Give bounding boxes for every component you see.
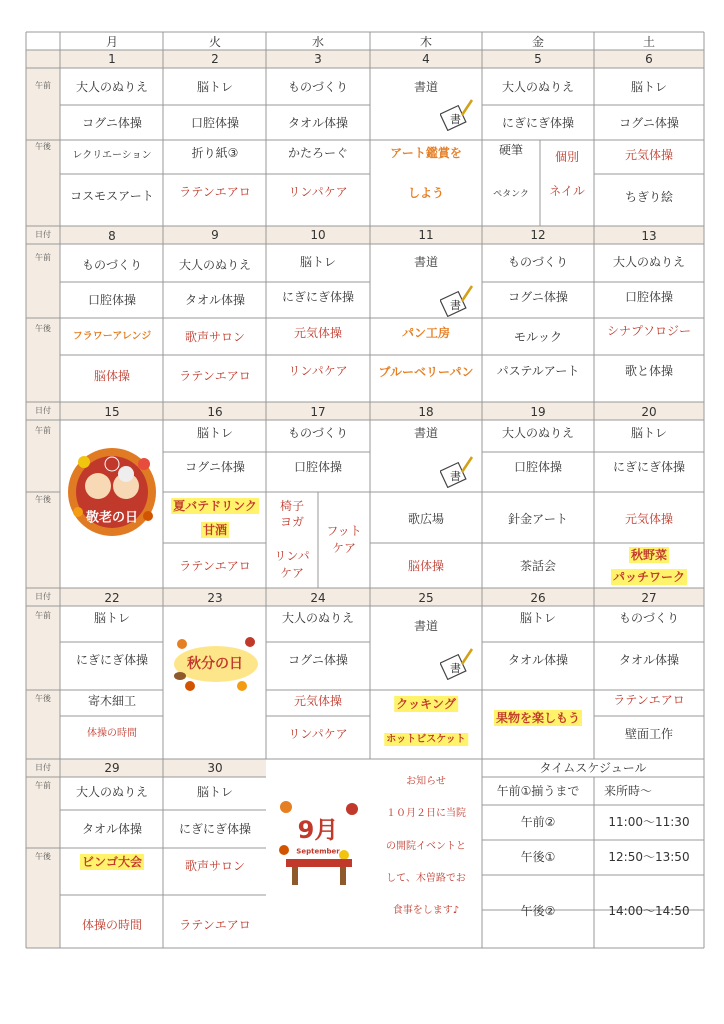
- activity: 脳トレ: [196, 426, 234, 440]
- row-label-pm: 午後: [35, 694, 51, 703]
- activity: コグニ体操: [288, 653, 348, 667]
- activity: タオル体操: [184, 293, 246, 307]
- date-cell: 3: [314, 52, 322, 66]
- activity: リンパケア: [288, 727, 348, 741]
- schedule-label: 午前②: [520, 815, 556, 829]
- activity: ヨガ: [279, 515, 305, 529]
- activity: 口腔体操: [513, 460, 563, 474]
- date-cell: 11: [418, 228, 434, 242]
- activity: 元気体操: [293, 694, 343, 708]
- activity: 夏バテドリンク: [173, 499, 257, 513]
- activity: 脳体操: [407, 559, 445, 573]
- activity: 折り紙③: [191, 146, 239, 160]
- activity: 歌声サロン: [184, 330, 246, 344]
- activity: ものづくり: [81, 258, 143, 272]
- notice-line: 食事をします♪: [392, 905, 460, 916]
- day-header-sat: 土: [642, 35, 656, 49]
- activity: タオル体操: [618, 653, 680, 667]
- activity: 書道: [413, 80, 439, 94]
- notice-line: して、木曽路でお: [386, 873, 466, 884]
- activity: 書道: [413, 426, 439, 440]
- schedule-time: 14:00〜14:50: [608, 904, 690, 918]
- september-badge-illustration: [274, 795, 364, 895]
- activity: にぎにぎ体操: [75, 653, 149, 667]
- calligraphy-brush-icon: [440, 454, 474, 488]
- activity: 大人のぬりえ: [612, 255, 686, 269]
- activity: ものづくり: [618, 611, 680, 625]
- activity: タオル体操: [507, 653, 569, 667]
- activity: モルック: [513, 330, 563, 344]
- activity: かたろーぐ: [287, 146, 349, 160]
- activity: 歌声サロン: [184, 859, 246, 873]
- date-cell: 1: [108, 52, 116, 66]
- activity: しよう: [407, 186, 445, 200]
- svg-text:書: 書: [450, 470, 461, 483]
- date-cell: 8: [108, 229, 116, 243]
- day-header-mon: 月: [105, 35, 119, 49]
- activity: ちぎり絵: [624, 190, 674, 204]
- month-english: September: [296, 847, 340, 856]
- date-cell: 18: [418, 405, 434, 419]
- schedule-title: タイムスケジュール: [539, 761, 647, 775]
- row-label-pm: 午後: [35, 142, 51, 151]
- schedule-label: 午後①: [520, 850, 556, 864]
- notice-line: １０月２日に当院: [386, 808, 466, 819]
- row-label-pm: 午後: [35, 495, 51, 504]
- activity: コグニ体操: [619, 116, 679, 130]
- activity: 大人のぬりえ: [281, 611, 355, 625]
- activity: 壁面工作: [624, 727, 674, 741]
- date-cell: 24: [310, 591, 326, 605]
- row-label-date: 日付: [35, 406, 51, 415]
- activity: 脳トレ: [196, 80, 234, 94]
- activity: ラテンエアロ: [179, 559, 251, 573]
- row-label-date: 日付: [35, 763, 51, 772]
- activity: コグニ体操: [185, 460, 245, 474]
- activity: 脳トレ: [196, 785, 234, 799]
- schedule-time: 来所時〜: [603, 784, 653, 798]
- activity: 大人のぬりえ: [75, 785, 149, 799]
- schedule-label: 午前①揃うまで: [496, 784, 580, 798]
- row-label-am: 午前: [35, 253, 51, 262]
- activity: パッチワーク: [612, 570, 686, 584]
- activity: ものづくり: [287, 426, 349, 440]
- activity: 個別: [554, 150, 580, 164]
- date-cell: 9: [211, 228, 219, 242]
- activity: 脳トレ: [630, 426, 668, 440]
- activity: パン工房: [401, 326, 451, 340]
- activity: 甘酒: [202, 523, 228, 537]
- svg-text:書: 書: [450, 662, 461, 675]
- activity: にぎにぎ体操: [501, 116, 575, 130]
- activity: 歌と体操: [624, 364, 674, 378]
- svg-text:書: 書: [450, 113, 461, 126]
- date-cell: 5: [534, 52, 542, 66]
- activity: 大人のぬりえ: [501, 80, 575, 94]
- activity: 口腔体操: [293, 460, 343, 474]
- activity: レクリエーション: [72, 150, 152, 161]
- activity: コグニ体操: [82, 116, 142, 130]
- activity: 口腔体操: [624, 290, 674, 304]
- activity: 硬筆: [498, 143, 524, 157]
- date-cell: 29: [104, 761, 120, 775]
- activity: フット: [326, 524, 362, 538]
- calligraphy-brush-icon: [440, 283, 474, 317]
- activity: ものづくり: [287, 80, 349, 94]
- activity: リンパケア: [288, 364, 348, 378]
- activity: アート鑑賞を: [390, 146, 462, 160]
- activity: 元気体操: [624, 512, 674, 526]
- date-cell: 27: [641, 591, 657, 605]
- activity: 針金アート: [508, 512, 568, 526]
- activity: 体操の時間: [87, 728, 137, 739]
- row-label-am: 午前: [35, 81, 51, 90]
- activity: ペタンク: [493, 189, 529, 200]
- row-label-pm: 午後: [35, 852, 51, 861]
- activity: 脳体操: [93, 369, 131, 383]
- activity: ケア: [331, 541, 357, 555]
- activity: 寄木細工: [87, 694, 137, 708]
- date-cell: 30: [207, 761, 223, 775]
- notice-line: お知らせ: [406, 776, 446, 787]
- calligraphy-brush-icon: [440, 646, 474, 680]
- activity: ブルーベリーパン: [378, 365, 474, 379]
- activity: 脳トレ: [519, 611, 557, 625]
- activity: にぎにぎ体操: [178, 822, 252, 836]
- activity: 椅子: [279, 499, 305, 513]
- activity: パステルアート: [496, 364, 580, 378]
- date-cell: 16: [207, 405, 223, 419]
- date-cell: 25: [418, 591, 434, 605]
- activity: 脳トレ: [93, 611, 131, 625]
- date-cell: 10: [310, 228, 326, 242]
- schedule-time: 11:00〜11:30: [608, 815, 690, 829]
- schedule-label: 午後②: [520, 904, 556, 918]
- row-label-date: 日付: [35, 230, 51, 239]
- holiday-label: 敬老の日: [85, 510, 139, 526]
- activity: 口腔体操: [190, 116, 240, 130]
- activity: ホットビスケット: [386, 734, 466, 745]
- row-label-am: 午前: [35, 781, 51, 790]
- activity: リンパケア: [288, 185, 348, 199]
- activity: 脳トレ: [630, 80, 668, 94]
- schedule-time: 12:50〜13:50: [608, 850, 690, 864]
- activity: 大人のぬりえ: [501, 426, 575, 440]
- activity: コグニ体操: [508, 290, 568, 304]
- activity: 元気体操: [293, 326, 343, 340]
- date-cell: 22: [104, 591, 120, 605]
- day-header-fri: 金: [531, 35, 545, 49]
- notice-line: の開院イベントと: [386, 841, 466, 852]
- activity: 茶話会: [519, 559, 557, 573]
- date-cell: 23: [207, 591, 223, 605]
- activity: 脳トレ: [299, 255, 337, 269]
- activity: ラテンエアロ: [179, 369, 251, 383]
- activity: ビンゴ大会: [81, 855, 143, 869]
- calligraphy-brush-icon: [440, 97, 474, 131]
- activity: 元気体操: [624, 148, 674, 162]
- date-cell: 12: [530, 228, 546, 242]
- date-cell: 17: [310, 405, 326, 419]
- activity: ラテンエアロ: [179, 918, 251, 932]
- date-cell: 13: [641, 229, 657, 243]
- activity: クッキング: [396, 697, 456, 711]
- activity: 書道: [413, 619, 439, 633]
- row-label-am: 午前: [35, 426, 51, 435]
- date-cell: 19: [530, 405, 546, 419]
- activity: 口腔体操: [87, 293, 137, 307]
- date-cell: 2: [211, 52, 219, 66]
- day-header-tue: 火: [208, 35, 222, 49]
- activity: フラワーアレンジ: [72, 331, 152, 342]
- row-label-am: 午前: [35, 611, 51, 620]
- date-cell: 6: [645, 52, 653, 66]
- activity: 秋野菜: [630, 548, 668, 562]
- activity: タオル体操: [81, 822, 143, 836]
- activity: 大人のぬりえ: [178, 258, 252, 272]
- activity: ネイル: [549, 184, 585, 198]
- day-header-wed: 水: [311, 35, 325, 49]
- date-cell: 20: [641, 405, 657, 419]
- activity: 歌広場: [407, 512, 445, 526]
- row-label-date: 日付: [35, 592, 51, 601]
- row-label-pm: 午後: [35, 324, 51, 333]
- activity: ケア: [279, 566, 305, 580]
- date-cell: 4: [422, 52, 430, 66]
- activity: ラテンエアロ: [613, 693, 685, 707]
- activity: にぎにぎ体操: [281, 290, 355, 304]
- activity: タオル体操: [287, 116, 349, 130]
- activity: ラテンエアロ: [179, 185, 251, 199]
- activity: 果物を楽しもう: [495, 711, 581, 725]
- activity: 書道: [413, 255, 439, 269]
- date-cell: 26: [530, 591, 546, 605]
- activity: にぎにぎ体操: [612, 460, 686, 474]
- day-header-thu: 木: [419, 35, 433, 49]
- activity: シナプソロジー: [606, 324, 692, 338]
- holiday-label: 秋分の日: [187, 656, 243, 672]
- date-cell: 15: [104, 405, 120, 419]
- activity: ものづくり: [507, 255, 569, 269]
- activity: 体操の時間: [81, 918, 143, 932]
- activity: リンパ: [274, 549, 310, 563]
- activity: コスモスアート: [70, 189, 154, 203]
- month-number: 9月: [297, 816, 339, 844]
- activity: 大人のぬりえ: [75, 80, 149, 94]
- svg-text:書: 書: [450, 299, 461, 312]
